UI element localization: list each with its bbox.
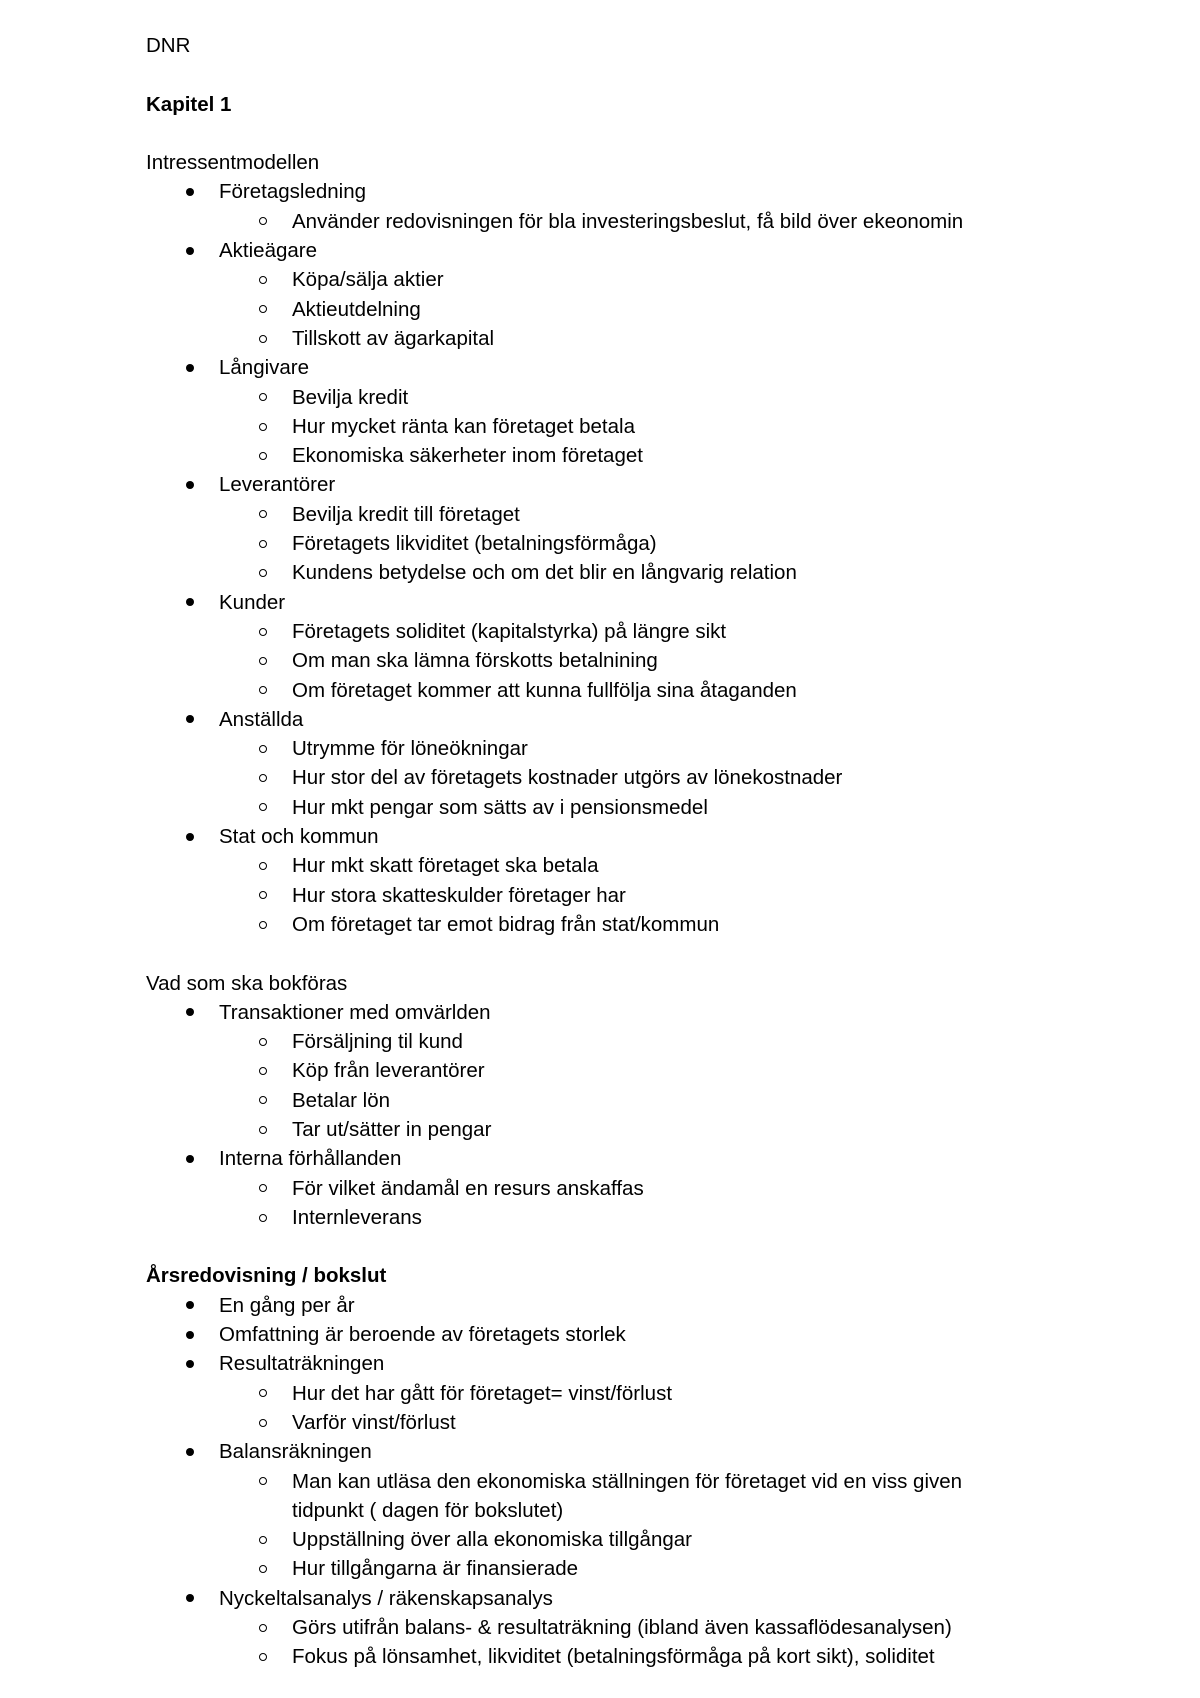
bullet-circle-icon	[259, 510, 267, 518]
bullet-circle-icon	[259, 774, 267, 782]
bullet-circle-icon	[259, 862, 267, 870]
bullet-dot-icon	[186, 247, 194, 255]
sub-list-item: Köp från leverantörer	[146, 1056, 1146, 1085]
section-title-intressentmodellen: Intressentmodellen	[146, 151, 320, 175]
bullet-circle-icon	[259, 1184, 267, 1192]
bullet-circle-icon	[259, 891, 267, 899]
list-item: Transaktioner med omvärlden	[146, 998, 1146, 1027]
bullet-dot-icon	[186, 1594, 194, 1602]
bullet-circle-icon	[259, 335, 267, 343]
sub-list-item: Varför vinst/förlust	[146, 1408, 1146, 1437]
section-title-arsredovisning: Årsredovisning / bokslut	[146, 1264, 387, 1288]
sub-list-item: Betalar lön	[146, 1086, 1146, 1115]
document-page	[146, 31, 1146, 1672]
bullet-circle-icon	[259, 921, 267, 929]
sub-list-item: Hur mkt skatt företaget ska betala	[146, 851, 1146, 880]
bullet-dot-icon	[186, 1448, 194, 1456]
bullet-circle-icon	[259, 1038, 267, 1046]
spacer	[146, 1232, 1146, 1261]
sub-list-item: Hur stor del av företagets kostnader utgörs av lönekostnader	[146, 763, 1146, 792]
sub-list-item: Kundens betydelse och om det blir en långvarig relation	[146, 558, 1146, 587]
bullet-circle-icon	[259, 305, 267, 313]
bullet-dot-icon	[186, 1155, 194, 1163]
bullet-dot-icon	[186, 1301, 194, 1309]
spacer	[146, 119, 1146, 148]
sub-list-item: Företagets soliditet (kapitalstyrka) på längre sikt	[146, 617, 1146, 646]
list-item: En gång per år	[146, 1291, 1146, 1320]
sub-list-item: Man kan utläsa den ekonomiska ställningen för företaget vid en viss given	[146, 1467, 1146, 1496]
bullet-circle-icon	[259, 628, 267, 636]
bullet-circle-icon	[259, 569, 267, 577]
bullet-dot-icon	[186, 833, 194, 841]
bullet-circle-icon	[259, 745, 267, 753]
bullet-circle-icon	[259, 1536, 267, 1544]
sub-list-item: Företagets likviditet (betalningsförmåga)	[146, 529, 1146, 558]
sub-list-item: Om företaget kommer att kunna fullfölja sina åtaganden	[146, 676, 1146, 705]
bullet-circle-icon	[259, 657, 267, 665]
sub-list-item: Hur mkt pengar som sätts av i pensionsmedel	[146, 793, 1146, 822]
sub-list-item: Hur mycket ränta kan företaget betala	[146, 412, 1146, 441]
list-item: Nyckeltalsanalys / räkenskapsanalys	[146, 1584, 1146, 1613]
document-header: DNR	[146, 34, 191, 57]
bullet-circle-icon	[259, 423, 267, 431]
bullet-circle-icon	[259, 686, 267, 694]
list-item: Stat och kommun	[146, 822, 1146, 851]
sub-list-item: Hur stora skatteskulder företager har	[146, 881, 1146, 910]
bullet-dot-icon	[186, 1331, 194, 1339]
sub-list-item: Tar ut/sätter in pengar	[146, 1115, 1146, 1144]
list-item: Leverantörer	[146, 470, 1146, 499]
chapter-title: Kapitel 1	[146, 92, 232, 116]
spacer	[146, 60, 1146, 89]
bullet-circle-icon	[259, 1419, 267, 1427]
bullet-circle-icon	[259, 1477, 267, 1485]
sub-list-item: Aktieutdelning	[146, 295, 1146, 324]
list-item: Långivare	[146, 353, 1146, 382]
bullet-dot-icon	[186, 1360, 194, 1368]
sub-list-item: Ekonomiska säkerheter inom företaget	[146, 441, 1146, 470]
bullet-circle-icon	[259, 1389, 267, 1397]
list-item: Aktieägare	[146, 236, 1146, 265]
bullet-circle-icon	[259, 393, 267, 401]
list-item: Anställda	[146, 705, 1146, 734]
bullet-dot-icon	[186, 598, 194, 606]
sub-list-item: Om företaget tar emot bidrag från stat/kommun	[146, 910, 1146, 939]
bullet-circle-icon	[259, 1067, 267, 1075]
bullet-circle-icon	[259, 1126, 267, 1134]
sub-list-item: Bevilja kredit	[146, 383, 1146, 412]
sub-list-item: Tillskott av ägarkapital	[146, 324, 1146, 353]
bullet-circle-icon	[259, 1653, 267, 1661]
sub-list-item: Använder redovisningen för bla investeringsbeslut, få bild över ekeonomin	[146, 207, 1146, 236]
list-item: Resultaträkningen	[146, 1349, 1146, 1378]
bullet-circle-icon	[259, 1096, 267, 1104]
bullet-dot-icon	[186, 715, 194, 723]
sub-list-item: Görs utifrån balans- & resultaträkning (ibland även kassaflödesanalysen)	[146, 1613, 1146, 1642]
section-title-bokforas: Vad som ska bokföras	[146, 971, 348, 995]
bullet-dot-icon	[186, 481, 194, 489]
bullet-circle-icon	[259, 1565, 267, 1573]
list-item: Företagsledning	[146, 177, 1146, 206]
bullet-circle-icon	[259, 217, 267, 225]
list-item: Kunder	[146, 588, 1146, 617]
bullet-dot-icon	[186, 188, 194, 196]
bullet-dot-icon	[186, 1008, 194, 1016]
bullet-circle-icon	[259, 276, 267, 284]
sub-list-item: Uppställning över alla ekonomiska tillgångar	[146, 1525, 1146, 1554]
sub-list-item: För vilket ändamål en resurs anskaffas	[146, 1174, 1146, 1203]
sub-list-item-continuation: tidpunkt ( dagen för bokslutet)	[292, 1498, 564, 1522]
sub-list-item: Köpa/sälja aktier	[146, 265, 1146, 294]
sub-list-item: Om man ska lämna förskotts betalnining	[146, 646, 1146, 675]
bullet-circle-icon	[259, 803, 267, 811]
spacer	[146, 939, 1146, 968]
list-item: Balansräkningen	[146, 1437, 1146, 1466]
sub-list-item: Hur det har gått för företaget= vinst/förlust	[146, 1379, 1146, 1408]
sub-list-item: Utrymme för löneökningar	[146, 734, 1146, 763]
list-item: Interna förhållanden	[146, 1144, 1146, 1173]
bullet-circle-icon	[259, 452, 267, 460]
sub-list-item: Försäljning til kund	[146, 1027, 1146, 1056]
list-item: Omfattning är beroende av företagets storlek	[146, 1320, 1146, 1349]
bullet-dot-icon	[186, 364, 194, 372]
sub-list-item: Bevilja kredit till företaget	[146, 500, 1146, 529]
sub-list-item: Hur tillgångarna är finansierade	[146, 1554, 1146, 1583]
bullet-circle-icon	[259, 1214, 267, 1222]
bullet-circle-icon	[259, 1624, 267, 1632]
bullet-circle-icon	[259, 540, 267, 548]
sub-list-item: Fokus på lönsamhet, likviditet (betalningsförmåga på kort sikt), soliditet	[146, 1642, 1146, 1671]
sub-list-item: Internleverans	[146, 1203, 1146, 1232]
